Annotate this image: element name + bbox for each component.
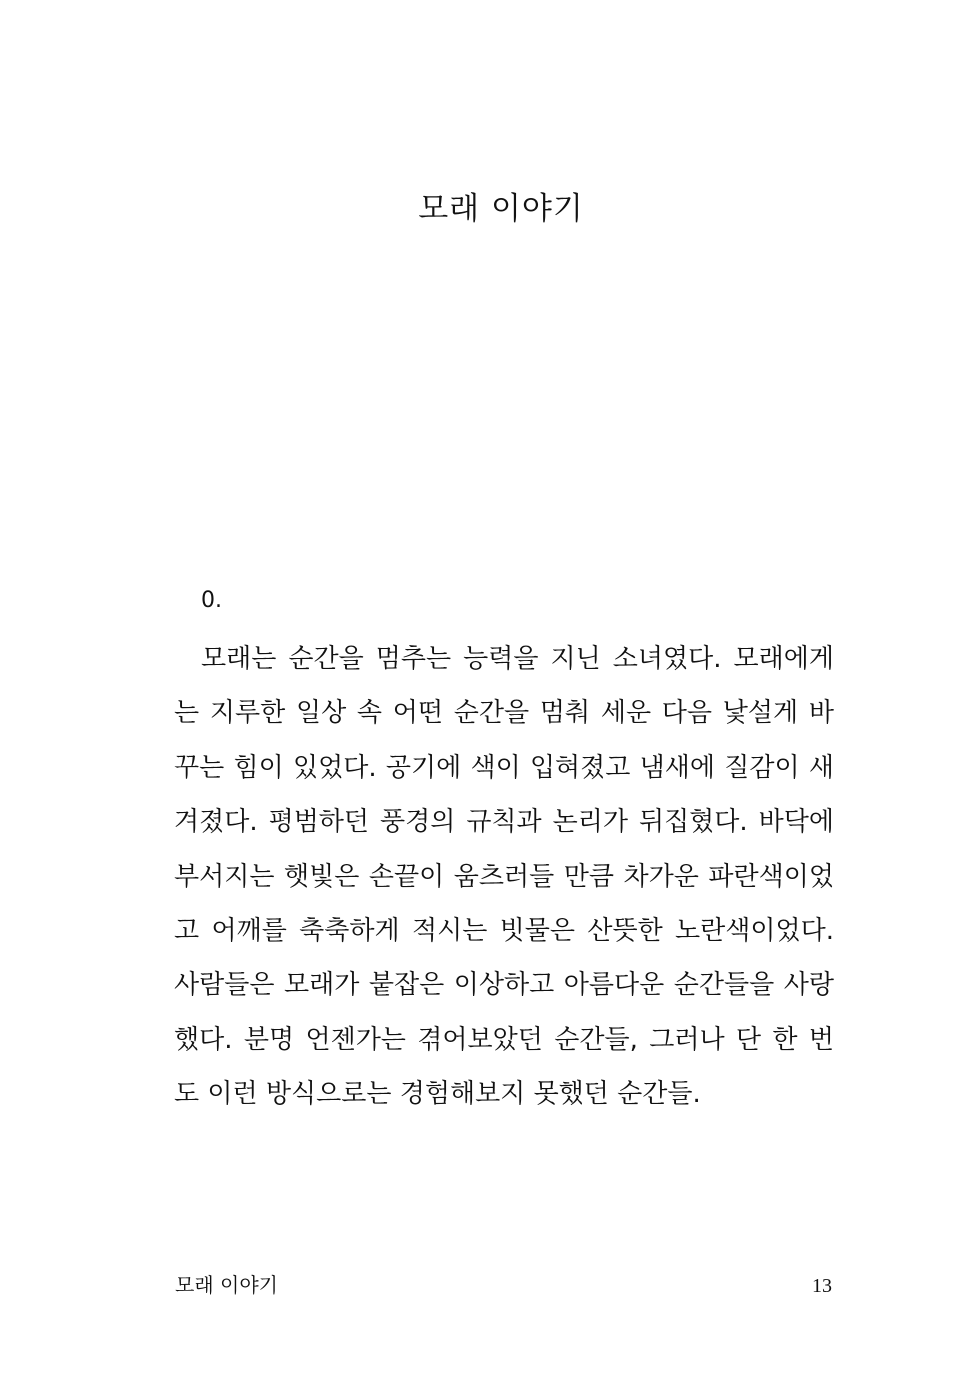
body-line: 부서지는 햇빛은 손끝이 움츠러들 만큼 차가운 파란색이었: [174, 861, 834, 892]
body-line: 사람들은 모래가 붙잡은 이상하고 아름다운 순간들을 사랑: [174, 970, 834, 1001]
body-line: 도 이런 방식으로는 경험해보지 못했던 순간들.: [174, 1079, 701, 1110]
body-line: 겨졌다. 평범하던 풍경의 규칙과 논리가 뒤집혔다. 바닥에: [174, 807, 834, 838]
body-text: [174, 632, 834, 1122]
page-title: 모래 이야기: [418, 191, 584, 227]
body-line: 했다. 분명 언젠가는 겪어보았던 순간들, 그러나 단 한 번: [174, 1024, 834, 1055]
footer-running-title: 모래 이야기: [175, 1273, 278, 1297]
body-line: 꾸는 힘이 있었다. 공기에 색이 입혀졌고 냄새에 질감이 새: [174, 752, 834, 783]
footer-page-number: 13: [812, 1275, 832, 1297]
body-line: 는 지루한 일상 속 어떤 순간을 멈춰 세운 다음 낯설게 바: [174, 698, 834, 729]
body-line: 모래는 순간을 멈추는 능력을 지닌 소녀였다. 모래에게: [201, 644, 834, 674]
chapter-number: 0.: [201, 588, 222, 613]
body-line: 고 어깨를 축축하게 적시는 빗물은 산뜻한 노란색이었다.: [174, 915, 834, 946]
